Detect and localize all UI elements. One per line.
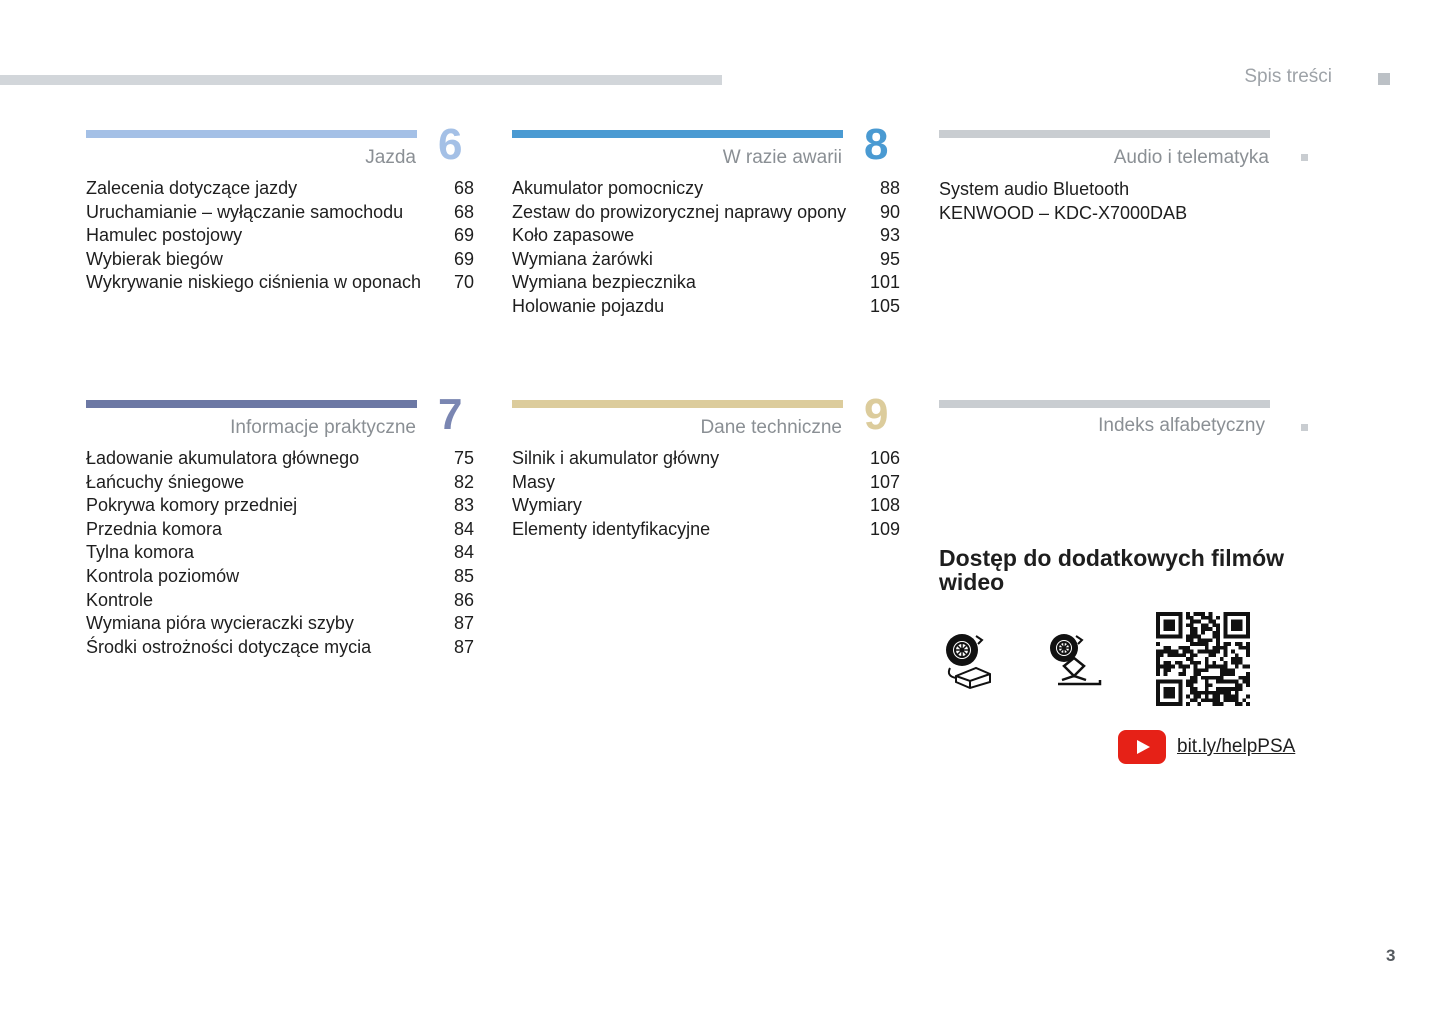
toc-entry-page: 82 bbox=[453, 471, 474, 492]
toc-entry-page: 83 bbox=[453, 495, 474, 516]
toc-entry[interactable] bbox=[512, 248, 902, 272]
section-title: Audio i telematyka bbox=[1113, 147, 1269, 168]
section-title: Dane techniczne bbox=[700, 417, 842, 438]
toc-entry-page: 95 bbox=[879, 248, 900, 269]
toc-entry-label: Holowanie pojazdu bbox=[512, 295, 665, 316]
section-title: Jazda bbox=[365, 147, 416, 168]
section-number: 9 bbox=[864, 390, 889, 439]
toc-entry[interactable] bbox=[512, 494, 902, 518]
toc-entry-page: 108 bbox=[869, 495, 900, 516]
toc-entry-label: Przednia komora bbox=[86, 518, 223, 539]
toc-entry-page: 93 bbox=[879, 225, 900, 246]
toc-entry[interactable] bbox=[86, 271, 476, 295]
section-color-bar bbox=[86, 130, 417, 138]
toc-entry-label: Wykrywanie niskiego ciśnienia w oponach bbox=[86, 272, 422, 293]
toc-entry-label: Tylna komora bbox=[86, 542, 195, 563]
tire-repair-kit-icon[interactable] bbox=[944, 632, 994, 690]
toc-entry-page: 106 bbox=[869, 448, 900, 468]
toc-entry-page: 109 bbox=[869, 518, 900, 539]
entry-list bbox=[512, 447, 902, 541]
toc-entry-label: Wymiana bezpiecznika bbox=[512, 272, 696, 293]
toc-entry-label: Zalecenia dotyczące jazdy bbox=[86, 178, 298, 198]
toc-entry[interactable] bbox=[86, 565, 476, 589]
toc-entry-page: 68 bbox=[453, 201, 474, 222]
toc-entry[interactable] bbox=[86, 612, 476, 636]
top-rule bbox=[0, 75, 722, 85]
section-square-marker bbox=[1301, 154, 1308, 161]
toc-entry[interactable] bbox=[86, 636, 476, 660]
toc-entry-page: 101 bbox=[869, 272, 900, 293]
toc-entry[interactable] bbox=[86, 447, 476, 471]
toc-entry-label: Zestaw do prowizorycznej naprawy opony bbox=[512, 201, 847, 222]
toc-entry-label: Kontrola poziomów bbox=[86, 565, 240, 586]
toc-entry[interactable] bbox=[86, 224, 476, 248]
toc-entry-page: 87 bbox=[453, 636, 474, 657]
section-color-bar bbox=[512, 130, 843, 138]
page-number: 3 bbox=[1386, 946, 1396, 965]
toc-entry-page: 85 bbox=[453, 565, 474, 586]
toc-entry-label: Pokrywa komory przedniej bbox=[86, 495, 298, 516]
toc-entry[interactable] bbox=[512, 295, 902, 319]
toc-entry[interactable] bbox=[512, 271, 902, 295]
toc-entry-label: Ładowanie akumulatora głównego bbox=[86, 448, 360, 468]
toc-entry-page: 84 bbox=[453, 542, 474, 563]
toc-entry-page: 107 bbox=[869, 471, 900, 492]
toc-entry-label: Wybierak biegów bbox=[86, 248, 223, 269]
video-link[interactable]: bit.ly/helpPSA bbox=[1177, 736, 1296, 757]
toc-entry-label: KENWOOD – KDC-X7000DAB bbox=[939, 202, 1188, 223]
entry-list bbox=[939, 178, 1329, 225]
toc-entry-label: Kontrole bbox=[86, 589, 154, 610]
toc-entry[interactable] bbox=[86, 494, 476, 518]
section-title: W razie awarii bbox=[722, 147, 842, 168]
toc-entry[interactable] bbox=[86, 248, 476, 272]
toc-entry-page: 87 bbox=[453, 613, 474, 634]
toc-entry-label: Hamulec postojowy bbox=[86, 225, 243, 246]
toc-entry[interactable] bbox=[512, 224, 902, 248]
toc-entry[interactable] bbox=[512, 471, 902, 495]
wheel-jack-icon[interactable] bbox=[1046, 632, 1104, 690]
toc-entry[interactable] bbox=[86, 518, 476, 542]
section-color-bar bbox=[939, 130, 1270, 138]
toc-entry-page: 68 bbox=[453, 178, 474, 198]
toc-entry[interactable] bbox=[512, 201, 902, 225]
toc-entry-page: 69 bbox=[453, 248, 474, 269]
section-title: Informacje praktyczne bbox=[230, 417, 416, 438]
toc-entry-page: 86 bbox=[453, 589, 474, 610]
section-title: Indeks alfabetyczny bbox=[1098, 415, 1265, 436]
toc-entry[interactable] bbox=[86, 177, 476, 201]
toc-entry-page: 90 bbox=[879, 201, 900, 222]
section-color-bar bbox=[86, 400, 417, 408]
qr-code bbox=[1156, 612, 1250, 706]
section-number: 6 bbox=[438, 120, 463, 169]
toc-entry-label: Elementy identyfikacyjne bbox=[512, 518, 711, 539]
toc-entry-label: Silnik i akumulator główny bbox=[512, 448, 720, 468]
toc-entry-page: 69 bbox=[453, 225, 474, 246]
toc-entry-label: Masy bbox=[512, 471, 556, 492]
video-heading: Dostęp do dodatkowych filmów wideo bbox=[939, 545, 1285, 595]
toc-entry-page: 105 bbox=[869, 295, 900, 316]
toc-entry[interactable] bbox=[86, 471, 476, 495]
toc-entry-label: Uruchamianie – wyłączanie samochodu bbox=[86, 201, 404, 222]
toc-entry-page: 70 bbox=[453, 272, 474, 293]
youtube-play-icon[interactable] bbox=[1118, 730, 1166, 764]
toc-entry[interactable] bbox=[86, 201, 476, 225]
toc-entry[interactable] bbox=[86, 541, 476, 565]
header-square-marker bbox=[1378, 73, 1390, 85]
toc-entry[interactable] bbox=[512, 518, 902, 542]
toc-entry-label: Wymiana pióra wycieraczki szyby bbox=[86, 613, 354, 634]
toc-entry-label: Wymiary bbox=[512, 495, 582, 516]
section-color-bar bbox=[939, 400, 1270, 408]
toc-entry[interactable] bbox=[512, 447, 902, 471]
toc-entry-label: Łańcuchy śniegowe bbox=[86, 471, 245, 492]
toc-entry[interactable] bbox=[939, 202, 1329, 226]
section-color-bar bbox=[512, 400, 843, 408]
toc-entry-label: Wymiana żarówki bbox=[512, 248, 653, 269]
toc-entry[interactable] bbox=[512, 177, 902, 201]
section-square-marker bbox=[1301, 424, 1308, 431]
section-number: 7 bbox=[438, 390, 463, 439]
entry-list bbox=[86, 177, 476, 295]
toc-entry-label: Koło zapasowe bbox=[512, 225, 635, 246]
toc-entry-page: 84 bbox=[453, 518, 474, 539]
toc-entry-page: 88 bbox=[879, 178, 900, 198]
toc-entry-label: System audio Bluetooth bbox=[939, 179, 1130, 199]
toc-entry[interactable] bbox=[86, 589, 476, 613]
toc-entry-page: 75 bbox=[453, 448, 474, 468]
toc-entry-label: Akumulator pomocniczy bbox=[512, 178, 704, 198]
toc-entry[interactable] bbox=[939, 178, 1329, 202]
entry-list bbox=[512, 177, 902, 319]
toc-entry-label: Środki ostrożności dotyczące mycia bbox=[86, 636, 372, 657]
section-number: 8 bbox=[864, 120, 889, 169]
page-title: Spis treści bbox=[1244, 66, 1332, 87]
entry-list bbox=[86, 447, 476, 659]
